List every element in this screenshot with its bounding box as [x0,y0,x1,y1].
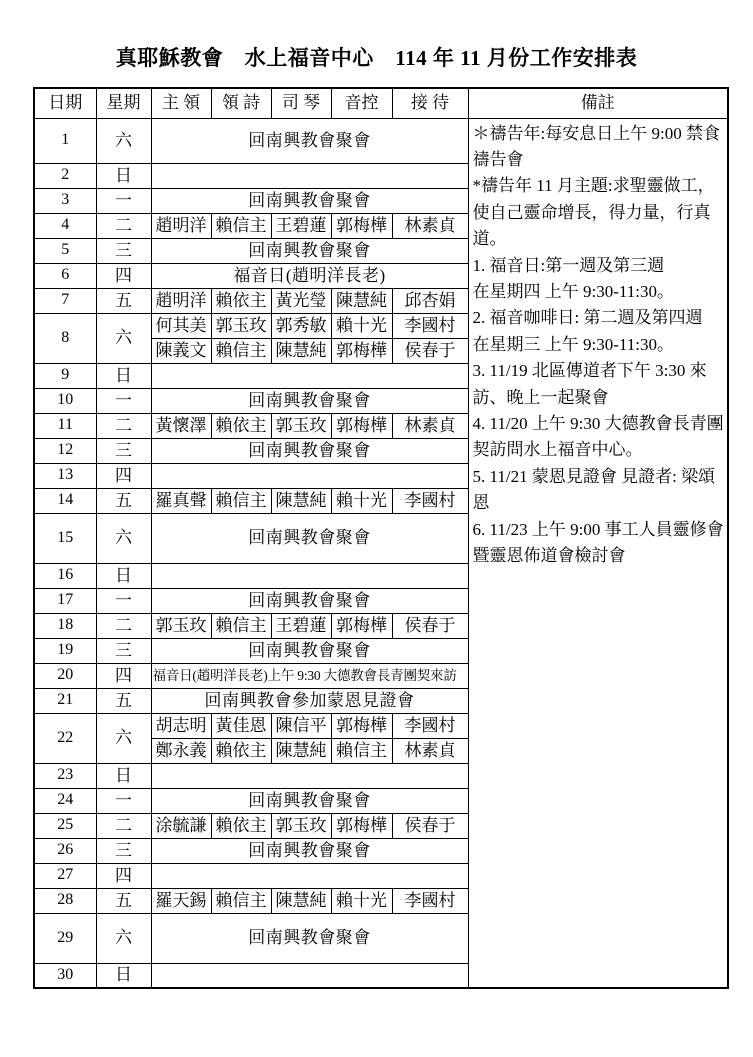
staff-name-cell-reception: 李國村 [392,888,468,913]
merged-activity-cell: 回南興教會參加蒙恩見證會 [151,688,468,713]
merged-activity-cell [151,563,468,588]
weekday-cell: 二 [96,613,151,638]
weekday-cell: 三 [96,438,151,463]
weekday-cell: 五 [96,488,151,513]
merged-activity-cell: 回南興教會聚會 [151,388,468,413]
staff-name-cell-sound-control: 郭梅樺 [331,213,392,238]
staff-name-cell-pianist: 郭玉玫 [271,413,331,438]
column-header-pianist: 司 琴 [271,88,331,118]
staff-name-cell-pianist: 陳信平 [271,713,331,738]
merged-activity-cell: 回南興教會聚會 [151,588,468,613]
weekday-cell: 六 [96,913,151,963]
date-cell: 27 [34,863,96,888]
date-cell: 9 [34,363,96,388]
date-cell: 5 [34,238,96,263]
weekday-cell: 一 [96,788,151,813]
schedule-row-1 [34,118,728,163]
date-cell: 24 [34,788,96,813]
staff-name-cell-pianist: 郭玉玫 [271,813,331,838]
page-title: 真耶穌教會 水上福音中心 114 年 11 月份工作安排表 [115,46,638,70]
remark-paragraph: *禱告年 11 月主題:求聖靈做工，使自己靈命增長，得力量，行真道。 [472,176,715,249]
weekday-cell: 五 [96,288,151,313]
header-row [34,88,728,118]
merged-activity-cell [151,463,468,488]
weekday-cell: 日 [96,363,151,388]
merged-activity-cell: 回南興教會聚會 [151,788,468,813]
staff-name-cell-hymn-leader: 賴信主 [211,888,271,913]
column-header-leader: 主 領 [151,88,211,118]
merged-activity-cell [151,763,468,788]
weekday-cell: 三 [96,838,151,863]
staff-name-cell-reception: 邱杏娟 [392,288,468,313]
staff-name-cell-leader: 趙明洋 [151,288,211,313]
remark-paragraph: 3. 11/19 北區傳道者下午 3:30 來訪、晚上一起聚會 [472,361,707,407]
date-cell: 22 [34,713,96,763]
date-cell: 30 [34,963,96,988]
remark-paragraph: 在星期三 上午 9:30-11:30。 [472,334,674,354]
date-cell: 14 [34,488,96,513]
column-header-reception: 接 待 [392,88,468,118]
date-cell: 6 [34,263,96,288]
merged-activity-cell: 回南興教會聚會 [151,118,468,163]
remarks-cell [468,118,728,988]
staff-name-cell-sound-control: 郭梅樺 [331,338,392,363]
weekday-cell: 六 [96,713,151,763]
date-cell: 20 [34,663,96,688]
staff-name-cell-reception: 侯春于 [392,338,468,363]
date-cell: 23 [34,763,96,788]
staff-name-cell-sound-control: 賴十光 [331,488,392,513]
date-cell: 18 [34,613,96,638]
merged-activity-cell: 回南興教會聚會 [151,513,468,563]
weekday-cell: 六 [96,313,151,363]
staff-name-cell-hymn-leader: 賴依主 [211,413,271,438]
staff-name-cell-sound-control: 郭梅樺 [331,813,392,838]
staff-name-cell-pianist: 陳慧純 [271,338,331,363]
staff-name-cell-pianist: 陳慧純 [271,488,331,513]
date-cell: 21 [34,688,96,713]
merged-activity-cell [151,363,468,388]
staff-name-cell-pianist: 王碧蓮 [271,213,331,238]
column-header-remarks: 備註 [468,88,728,118]
date-cell: 1 [34,118,96,163]
staff-name-cell-leader: 趙明洋 [151,213,211,238]
date-cell: 3 [34,188,96,213]
date-cell: 29 [34,913,96,963]
column-header-weekday: 星期 [96,88,151,118]
date-cell: 11 [34,413,96,438]
merged-activity-cell: 回南興教會聚會 [151,188,468,213]
staff-name-cell-reception: 林素貞 [392,413,468,438]
weekday-cell: 五 [96,688,151,713]
weekday-cell: 一 [96,588,151,613]
staff-name-cell-reception: 林素貞 [392,213,468,238]
staff-name-cell-pianist: 陳慧純 [271,738,331,763]
weekday-cell: 二 [96,813,151,838]
staff-name-cell-leader: 羅真聲 [151,488,211,513]
staff-name-cell-reception: 李國村 [392,313,468,338]
staff-name-cell-hymn-leader: 賴依主 [211,813,271,838]
date-cell: 25 [34,813,96,838]
staff-name-cell-sound-control: 賴十光 [331,888,392,913]
date-cell: 13 [34,463,96,488]
weekday-cell: 三 [96,638,151,663]
staff-name-cell-leader: 黃懷澤 [151,413,211,438]
weekday-cell: 五 [96,888,151,913]
weekday-cell: 日 [96,563,151,588]
staff-name-cell-hymn-leader: 賴信主 [211,488,271,513]
staff-name-cell-leader: 何其美 [151,313,211,338]
staff-name-cell-hymn-leader: 賴依主 [211,738,271,763]
staff-name-cell-reception: 李國村 [392,488,468,513]
date-cell: 19 [34,638,96,663]
staff-name-cell-sound-control: 賴十光 [331,313,392,338]
weekday-cell: 六 [96,118,151,163]
merged-activity-cell: 福音日(趙明洋長老) [151,263,468,288]
weekday-cell: 一 [96,188,151,213]
staff-name-cell-reception: 侯春于 [392,613,468,638]
merged-activity-cell: 回南興教會聚會 [151,238,468,263]
merged-activity-cell: 回南興教會聚會 [151,838,468,863]
staff-name-cell-leader: 胡志明 [151,713,211,738]
date-cell: 2 [34,163,96,188]
remark-paragraph: 4. 11/20 上午 9:30 大德教會長青團契訪問水上福音中心。 [472,413,724,460]
staff-name-cell-hymn-leader: 賴依主 [211,288,271,313]
weekday-cell: 四 [96,663,151,688]
staff-name-cell-pianist: 王碧蓮 [271,613,331,638]
table-body [34,118,728,988]
merged-activity-cell: 回南興教會聚會 [151,638,468,663]
date-cell: 10 [34,388,96,413]
column-header-sound-control: 音控 [331,88,392,118]
merged-activity-cell [151,163,468,188]
weekday-cell: 日 [96,963,151,988]
staff-name-cell-pianist: 郭秀敏 [271,313,331,338]
date-cell: 17 [34,588,96,613]
staff-name-cell-hymn-leader: 賴信主 [211,338,271,363]
weekday-cell: 三 [96,238,151,263]
staff-name-cell-leader: 陳義文 [151,338,211,363]
staff-name-cell-sound-control: 郭梅樺 [331,413,392,438]
staff-name-cell-reception: 李國村 [392,713,468,738]
weekday-cell: 日 [96,163,151,188]
weekday-cell: 六 [96,513,151,563]
merged-activity-cell: 回南興教會聚會 [151,438,468,463]
staff-name-cell-hymn-leader: 黃佳恩 [211,713,271,738]
weekday-cell: 四 [96,463,151,488]
weekday-cell: 二 [96,413,151,438]
remark-paragraph: 在星期四 上午 9:30-11:30。 [472,281,674,301]
remark-paragraph: 6. 11/23 上午 9:00 事工人員靈修會暨靈恩佈道會檢討會 [472,519,724,565]
date-cell: 16 [34,563,96,588]
staff-name-cell-hymn-leader: 賴信主 [211,613,271,638]
merged-activity-cell [151,863,468,888]
staff-name-cell-sound-control: 賴信主 [331,738,392,763]
staff-name-cell-sound-control: 郭梅樺 [331,613,392,638]
staff-name-cell-leader: 涂毓謙 [151,813,211,838]
staff-name-cell-pianist: 黃光瑩 [271,288,331,313]
merged-activity-cell [151,963,468,988]
staff-name-cell-reception: 林素貞 [392,738,468,763]
date-cell: 4 [34,213,96,238]
weekday-cell: 日 [96,763,151,788]
staff-name-cell-hymn-leader: 賴信主 [211,213,271,238]
date-cell: 7 [34,288,96,313]
merged-activity-cell: 回南興教會聚會 [151,913,468,963]
weekday-cell: 四 [96,263,151,288]
date-cell: 26 [34,838,96,863]
staff-name-cell-sound-control: 郭梅樺 [331,713,392,738]
remark-paragraph: 2. 福音咖啡日: 第二週及第四週 [472,308,703,328]
column-header-date: 日期 [34,88,96,118]
remark-paragraph: 1. 福音日:第一週及第三週 [472,255,665,275]
weekday-cell: 四 [96,863,151,888]
staff-name-cell-pianist: 陳慧純 [271,888,331,913]
staff-name-cell-leader: 郭玉玫 [151,613,211,638]
staff-name-cell-leader: 羅天錫 [151,888,211,913]
date-cell: 28 [34,888,96,913]
weekday-cell: 二 [96,213,151,238]
remark-paragraph: 5. 11/21 蒙恩見證會 見證者: 梁頌恩 [472,466,716,513]
merged-activity-cell: 福音日(趙明洋長老)上午 9:30 大德教會長青團契來訪 [151,663,468,688]
date-cell: 15 [34,513,96,563]
staff-name-cell-leader: 鄭永義 [151,738,211,763]
date-cell: 12 [34,438,96,463]
staff-name-cell-hymn-leader: 郭玉玫 [211,313,271,338]
table-header [34,88,728,118]
remark-paragraph: ＊禱告年:每安息日上午 9:00 禁食禱告會 [472,123,720,169]
staff-name-cell-sound-control: 陳慧純 [331,288,392,313]
column-header-hymn-leader: 領 詩 [211,88,271,118]
weekday-cell: 一 [96,388,151,413]
date-cell: 8 [34,313,96,363]
schedule-table [33,87,729,989]
staff-name-cell-reception: 侯春于 [392,813,468,838]
